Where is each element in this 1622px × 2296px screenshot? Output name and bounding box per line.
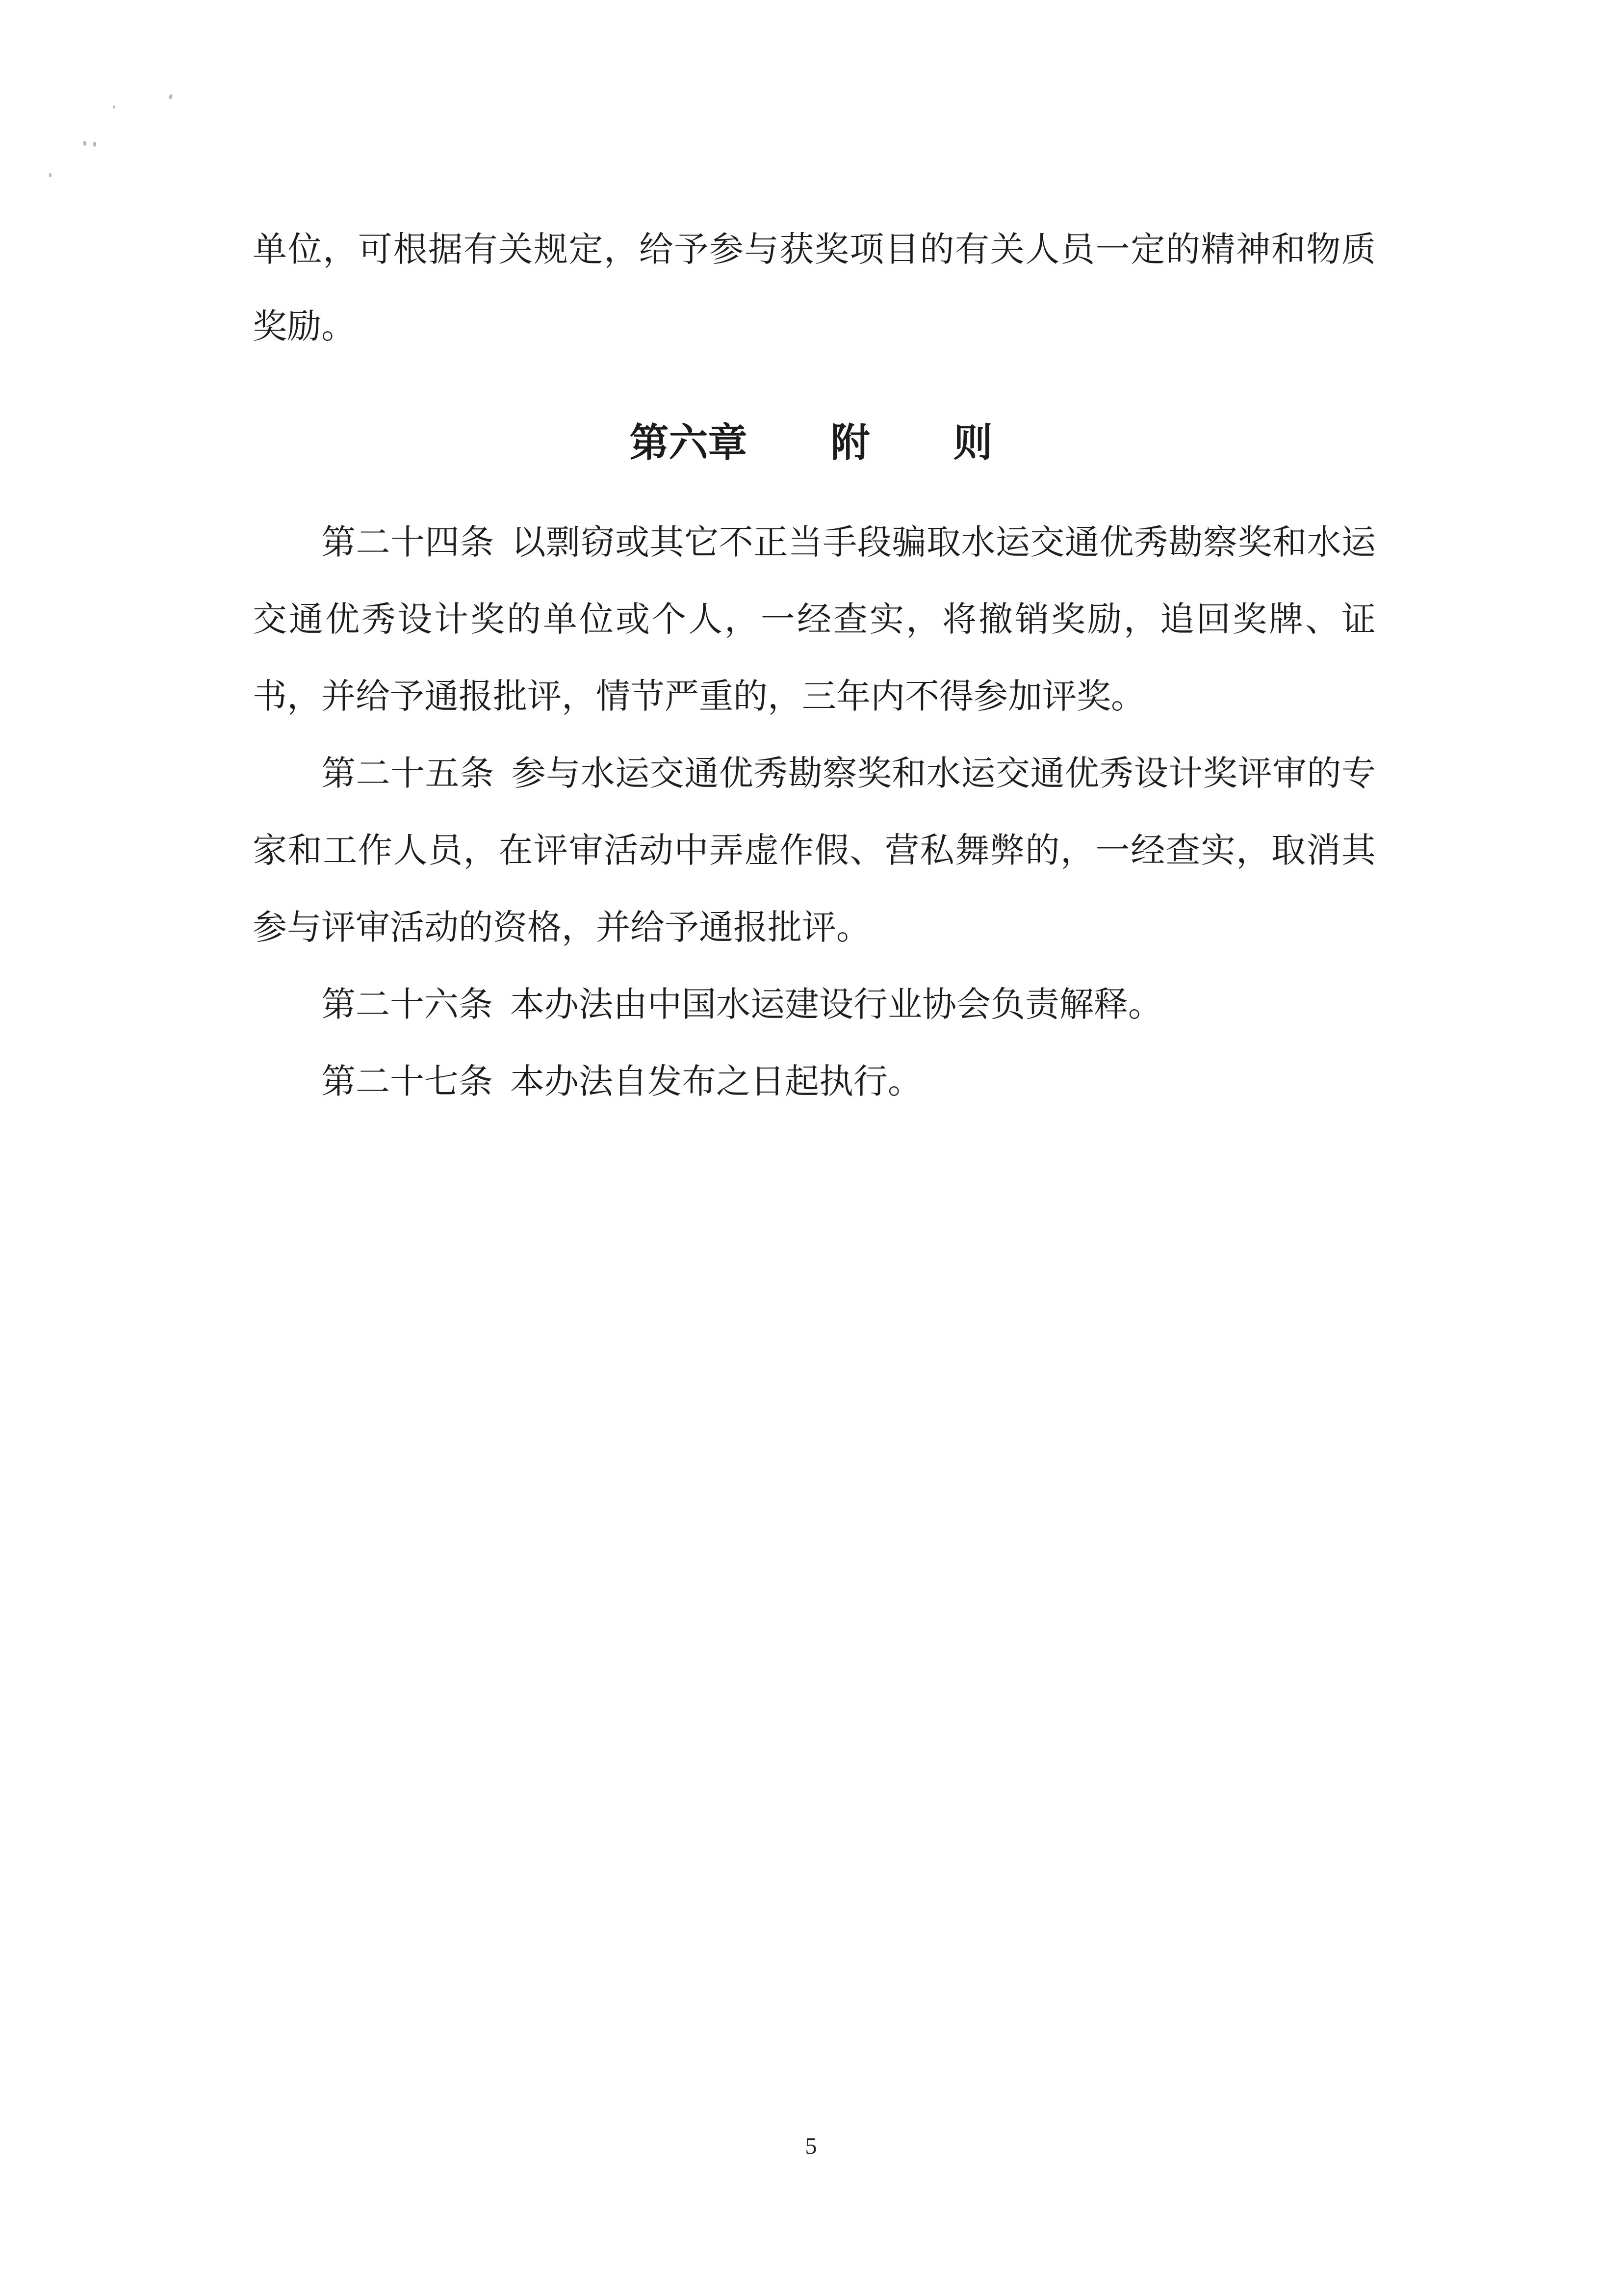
chapter-heading xyxy=(0,413,1622,472)
article-26 xyxy=(253,966,1376,1043)
article-number: 第二十四条 xyxy=(321,522,494,562)
scan-speck xyxy=(93,142,96,147)
article-number: 第二十七条 xyxy=(321,1061,493,1101)
article-number: 第二十五条 xyxy=(321,753,494,793)
page-number: 5 xyxy=(805,2133,817,2159)
article-text: 本办法由中国水运建设行业协会负责解释。 xyxy=(510,984,1162,1024)
scan-speck xyxy=(168,94,173,99)
article-text: 本办法自发布之日起执行。 xyxy=(510,1061,922,1101)
article-text: 参与水运交通优秀勘察奖和水运交通优秀设计奖评审的专家和工作人员，在评审活动中弄虚作假、营私舞弊的，一经查实，取消其参与评审活动的资格，并给予通报批评。 xyxy=(253,753,1376,947)
continuation-paragraph: 单位，可根据有关规定，给予参与获奖项目的有关人员一定的精神和物质奖励。 xyxy=(253,229,1376,346)
scan-speck xyxy=(49,173,51,177)
chapter-title-char-1: 附 xyxy=(830,419,870,466)
article-27 xyxy=(253,1043,1376,1120)
article-number: 第二十六条 xyxy=(321,984,493,1024)
article-24 xyxy=(253,504,1376,735)
article-25 xyxy=(253,735,1376,966)
scan-speck xyxy=(113,105,115,108)
scan-speck xyxy=(83,141,86,146)
article-text: 以剽窃或其它不正当手段骗取水运交通优秀勘察奖和水运交通优秀设计奖的单位或个人，一经查实，将撤销奖励，追回奖牌、证书，并给予通报批评，情节严重的，三年内不得参加评奖。 xyxy=(253,522,1376,716)
chapter-title-char-2: 则 xyxy=(953,419,993,466)
chapter-number: 第六章 xyxy=(629,419,747,466)
